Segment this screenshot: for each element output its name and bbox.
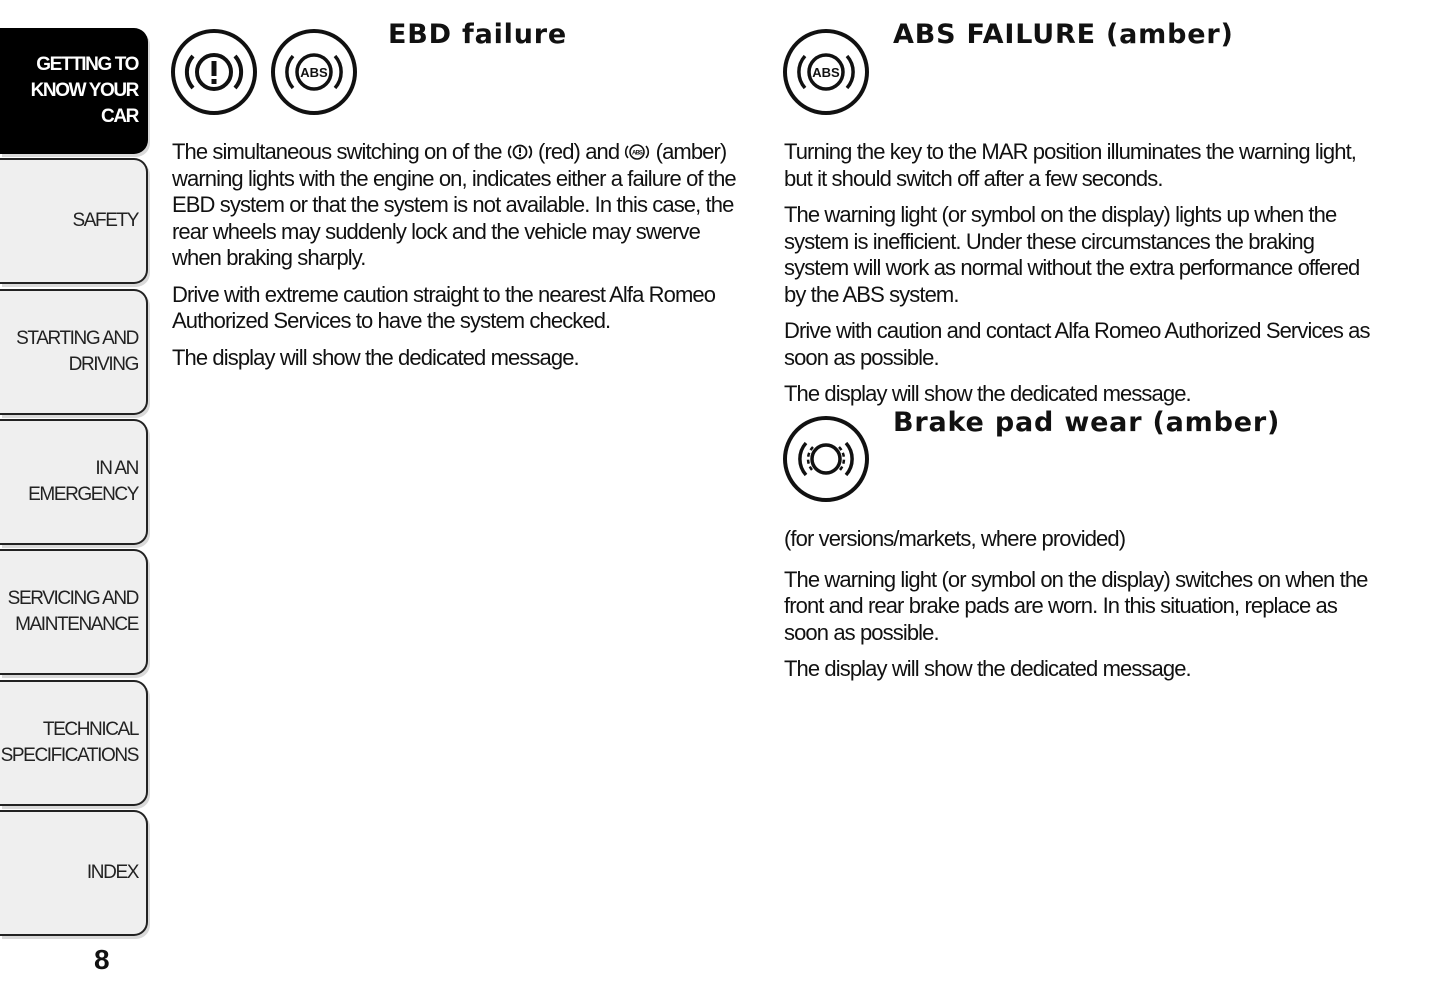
tab-label: IN AN EMERGENCY	[28, 458, 138, 505]
ebd-paragraph-3: The display will show the dedicated message.	[172, 344, 579, 370]
tab-in-an-emergency[interactable]	[0, 419, 148, 545]
chapter-tabs	[0, 0, 152, 945]
brake-warning-inline-icon	[507, 142, 533, 162]
page-number: 8	[94, 944, 110, 975]
ebd-title: EBD failure	[388, 19, 567, 50]
abs-icon	[783, 29, 869, 115]
ebd-icons	[171, 29, 357, 115]
tab-safety[interactable]	[0, 158, 148, 284]
brake-pad-paragraph-3: The display will show the dedicated message.	[784, 656, 1191, 681]
brake-warning-icon	[171, 29, 257, 115]
ebd-p1-part-a: The simultaneous switching on of the	[172, 139, 502, 164]
abs-paragraph-3: Drive with caution and contact Alfa Romeo Authorized Services as soon as possible.	[784, 318, 1370, 370]
ebd-p1-part-c: (amber) warning lights with the engine on, indicates either a failure of the EBD system or that the system is not available. In this case, the rear wheels may suddenly lock and the vehicle may swerve when braking sharply.	[172, 139, 736, 270]
abs-icon-text: ABS	[300, 65, 328, 80]
brake-pad-title: Brake pad wear (amber)	[893, 407, 1281, 438]
abs-paragraph-4: The display will show the dedicated message.	[784, 381, 1191, 406]
ebd-body	[172, 139, 747, 381]
abs-inline-icon	[624, 142, 650, 162]
brake-pad-wear-icon	[783, 416, 869, 502]
tab-starting-and-driving[interactable]	[0, 289, 148, 415]
tab-getting-to-know-your-car[interactable]	[0, 28, 148, 154]
abs-body	[784, 139, 1374, 418]
tab-technical-specifications[interactable]	[0, 680, 148, 806]
ebd-paragraph-2: Drive with extreme caution straight to the nearest Alfa Romeo Authorized Services to have the system checked.	[172, 281, 716, 333]
abs-icon	[271, 29, 357, 115]
tab-label: GETTING TO KNOW YOUR CAR	[30, 54, 138, 127]
abs-title: ABS FAILURE (amber)	[893, 19, 1234, 50]
ebd-p1-part-b: (red) and	[538, 139, 620, 164]
tab-label: TECHNICAL SPECIFICATIONS	[0, 719, 138, 766]
tab-label: SAFETY	[72, 210, 138, 231]
tab-label: SERVICING AND MAINTENANCE	[7, 588, 138, 635]
brake-pad-icons	[783, 416, 869, 502]
abs-inline-icon-text: ABS	[632, 150, 643, 157]
abs-section-icons	[783, 29, 869, 115]
tab-label: INDEX	[86, 862, 138, 883]
abs-paragraph-2: The warning light (or symbol on the display) lights up when the system is inefficient. Under these circumstances the braking system will work as normal without the extra performance offered by the ABS system.	[784, 202, 1360, 307]
ebd-paragraph-1	[172, 139, 747, 272]
brake-pad-paragraph-1: (for versions/markets, where provided)	[784, 526, 1126, 551]
brake-pad-paragraph-2: The warning light (or symbol on the display) switches on when the front and rear brake pads are worn. In this situation, replace as soon as possible.	[784, 566, 1368, 645]
brake-pad-body	[784, 526, 1374, 693]
tab-servicing-and-maintenance[interactable]	[0, 549, 148, 675]
tab-index[interactable]	[0, 810, 148, 936]
abs-paragraph-1: Turning the key to the MAR position illuminates the warning light, but it should switch off after a few seconds.	[784, 139, 1356, 191]
tab-label: STARTING AND DRIVING	[16, 328, 138, 375]
abs-icon-text: ABS	[812, 65, 840, 80]
